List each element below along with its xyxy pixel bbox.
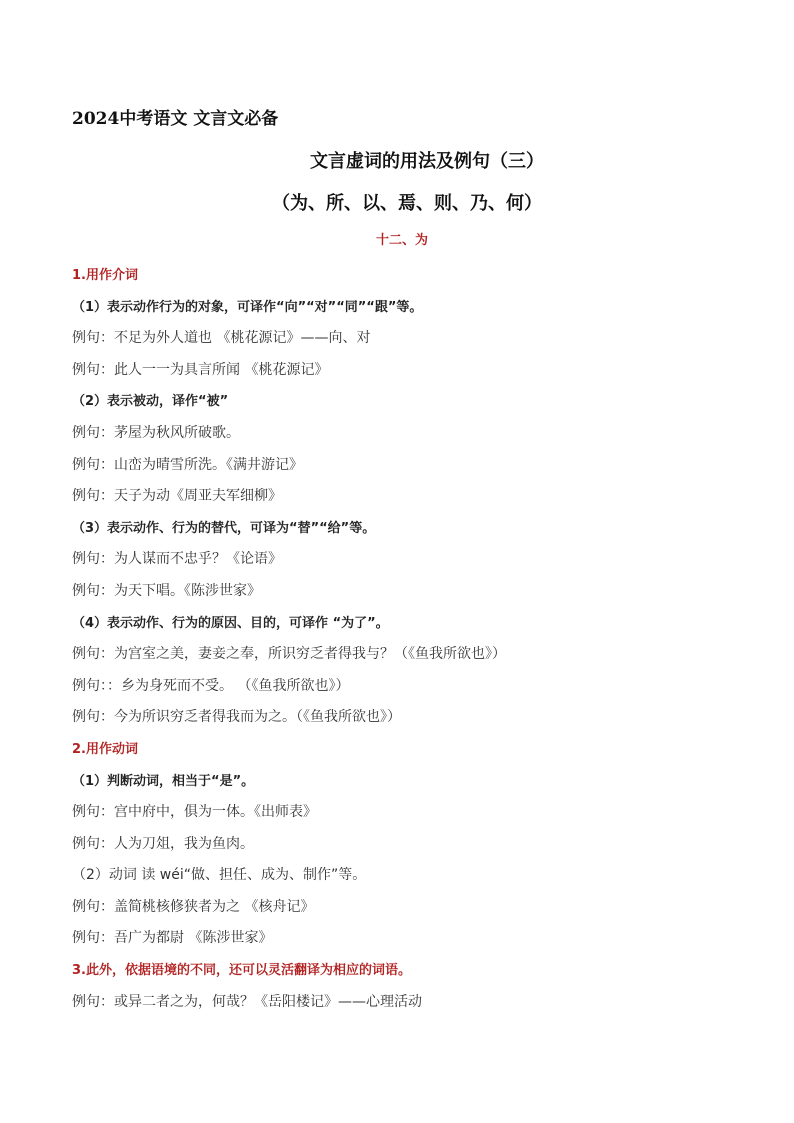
example-line: 例句：不足为外人道也 《桃花源记》——向、对 — [72, 330, 371, 347]
document-title: 文言虚词的用法及例句（三） — [310, 151, 544, 172]
subheading: （1）判断动词，相当于“是”。 — [72, 773, 255, 789]
subheading: （3）表示动作、行为的替代，可译为“替”“给”等。 — [72, 520, 376, 536]
example-line: 例句：或异二者之为，何哉？《岳阳楼记》——心理活动 — [72, 993, 422, 1010]
example-line: 例句：：乡为身死而不受。 （《鱼我所欲也》） — [72, 677, 350, 694]
example-line: 例句：为宫室之美，妻妾之奉，所识穷乏者得我与？（《鱼我所欲也》） — [72, 646, 506, 663]
example-line: 例句：今为所识穷乏者得我而为之。（《鱼我所欲也》） — [72, 709, 401, 726]
example-line: 例句：茅屋为秋风所破歌。 — [72, 424, 240, 441]
example-line: 例句：为人谋而不忠乎？《论语》 — [72, 551, 282, 568]
example-line: 例句：吾广为都尉 《陈涉世家》 — [72, 930, 273, 947]
heading-verb: 2.用作动词 — [72, 741, 138, 757]
subheading: （4）表示动作、行为的原因、目的，可译作 “为了”。 — [72, 615, 389, 631]
section-title: 十二、为 — [375, 233, 428, 248]
example-line: 例句：宫中府中，俱为一体。《出师表》 — [72, 804, 317, 821]
example-line: 例句：盖简桃核修狭者为之 《核舟记》 — [72, 898, 315, 915]
example-line: 例句：山峦为晴雪所洗。《满井游记》 — [72, 456, 303, 473]
example-line: 例句：为天下唱。《陈涉世家》 — [72, 582, 261, 599]
heading-preposition: 1.用作介词 — [72, 268, 138, 283]
example-line: 例句：天子为动《周亚夫军细柳》 — [72, 488, 282, 505]
subheading: （2）表示被动，译作“被” — [72, 394, 229, 410]
example-line: 例句：此人一一为具言所闻 《桃花源记》 — [72, 361, 329, 378]
heading-other: 3.此外，依据语境的不同，还可以灵活翻译为相应的词语。 — [72, 963, 411, 979]
document-body — [72, 260, 752, 1018]
document-subtitle: （为、所、以、焉、则、乃、何） — [272, 193, 542, 214]
subheading: （1）表示动作行为的对象，可译作“向”“对”“同”“跟”等。 — [72, 299, 423, 315]
subheading: （2）动词 读 wéi“做、担任、成为、制作”等。 — [72, 867, 367, 884]
document-header: 2024中考语文 文言文必备 — [72, 109, 279, 129]
example-line: 例句：人为刀俎，我为鱼肉。 — [72, 835, 254, 852]
